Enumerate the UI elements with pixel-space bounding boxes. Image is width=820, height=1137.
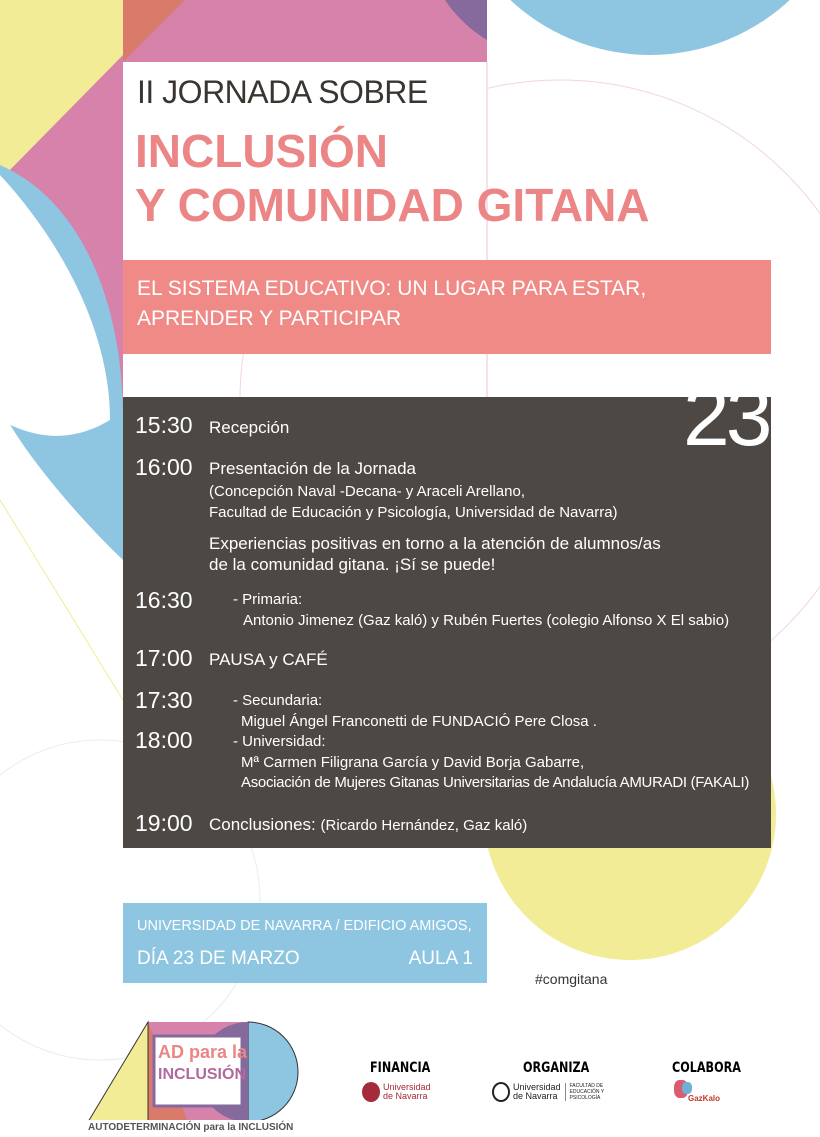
time: 19:00 — [135, 810, 193, 836]
sponsor-label: COLABORA — [672, 1060, 741, 1076]
sponsor-label: ORGANIZA — [523, 1060, 590, 1076]
time: 18:00 — [135, 727, 193, 753]
sponsor-label: FINANCIA — [370, 1060, 431, 1076]
item-line: Miguel Ángel Franconetti de FUNDACIÓ Pere Closa . — [241, 713, 597, 730]
subtitle-line1: EL SISTEMA EDUCATIVO: UN LUGAR PARA ESTAR, — [137, 277, 647, 300]
gazkalo-logo — [674, 1080, 744, 1110]
faculty-name — [570, 1083, 605, 1101]
item-title: - Secundaria: — [233, 692, 323, 709]
item-title — [209, 814, 527, 836]
time: 17:30 — [135, 687, 193, 713]
subtitle-line2: APRENDER Y PARTICIPAR — [137, 307, 402, 330]
item-title: - Primaria: — [233, 591, 303, 608]
org-line: Universidad — [513, 1082, 561, 1092]
subtitle-band — [123, 260, 771, 354]
main-title-line2: Y COMUNIDAD GITANA — [135, 179, 650, 231]
item-line: (Concepción Naval -Decana- y Araceli Arellano, — [209, 483, 525, 500]
main-title — [135, 124, 650, 232]
logo-caption: AUTODETERMINACIÓN para la INCLUSIÓN — [88, 1122, 294, 1133]
org-sub: PSICOLOGÍA — [569, 1095, 601, 1101]
main-title-line1: INCLUSIÓN — [135, 125, 388, 177]
org-name: GazKalo — [688, 1094, 721, 1103]
venue-room: AULA 1 — [408, 948, 473, 969]
org-line: Universidad — [383, 1082, 431, 1092]
venue-box — [123, 903, 487, 983]
item-extra: de la comunidad gitana. ¡Sí se puede! — [209, 555, 496, 574]
seal-icon — [362, 1082, 380, 1102]
logo-shapes-icon — [88, 1010, 308, 1120]
org-line: de Navarra — [383, 1091, 428, 1101]
pre-title: II JORNADA SOBRE — [137, 74, 428, 110]
figure-icon — [682, 1082, 692, 1094]
hashtag: #comgitana — [535, 971, 608, 987]
org-name — [513, 1083, 566, 1101]
item-line: Mª Carmen Filigrana García y David Borja Gabarre, — [241, 754, 585, 771]
item-title: Recepción — [209, 418, 290, 437]
logo-text2: INCLUSIÓN — [158, 1066, 246, 1083]
item-line: Antonio Jimenez (Gaz kaló) y Rubén Fuertes (colegio Alfonso X El sabio) — [243, 612, 730, 629]
day-number: 23 — [683, 369, 769, 463]
time: 16:00 — [135, 454, 193, 480]
org-sub: FACULTAD DE — [569, 1083, 604, 1089]
org-name — [383, 1083, 431, 1101]
unav-logo — [362, 1082, 442, 1102]
org-sub: EDUCACIÓN Y — [569, 1089, 605, 1095]
item-title: Presentación de la Jornada — [209, 459, 416, 478]
logo-text1: AD para la — [158, 1042, 248, 1062]
time: 17:00 — [135, 645, 193, 671]
time: 16:30 — [135, 587, 193, 613]
venue-line: UNIVERSIDAD DE NAVARRA / EDIFICIO AMIGOS, — [137, 918, 472, 934]
schedule-panel — [123, 397, 771, 848]
item-title: - Universidad: — [233, 733, 326, 750]
sponsor-financia — [362, 1060, 442, 1102]
item-extra: Experiencias positivas en torno a la atención de alumnos/as — [209, 534, 661, 553]
time: 15:30 — [135, 412, 193, 438]
item-note: (Ricardo Hernández, Gaz kaló) — [320, 817, 528, 834]
item-title: PAUSA y CAFÉ — [209, 650, 328, 669]
item-line: Facultad de Educación y Psicología, Universidad de Navarra) — [209, 504, 618, 521]
item-title-text: Conclusiones: — [209, 815, 316, 834]
org-line: de Navarra — [513, 1091, 558, 1101]
sponsor-organiza — [492, 1060, 622, 1102]
unav-faculty-logo — [492, 1082, 622, 1102]
sponsor-colabora — [664, 1060, 744, 1110]
venue-date: DÍA 23 DE MARZO — [137, 948, 300, 969]
item-line: Asociación de Mujeres Gitanas Universitarias de Andalucía AMURADI (FAKALI) — [241, 774, 750, 791]
seal-icon — [492, 1082, 510, 1102]
ad-inclusion-logo — [88, 1010, 308, 1133]
